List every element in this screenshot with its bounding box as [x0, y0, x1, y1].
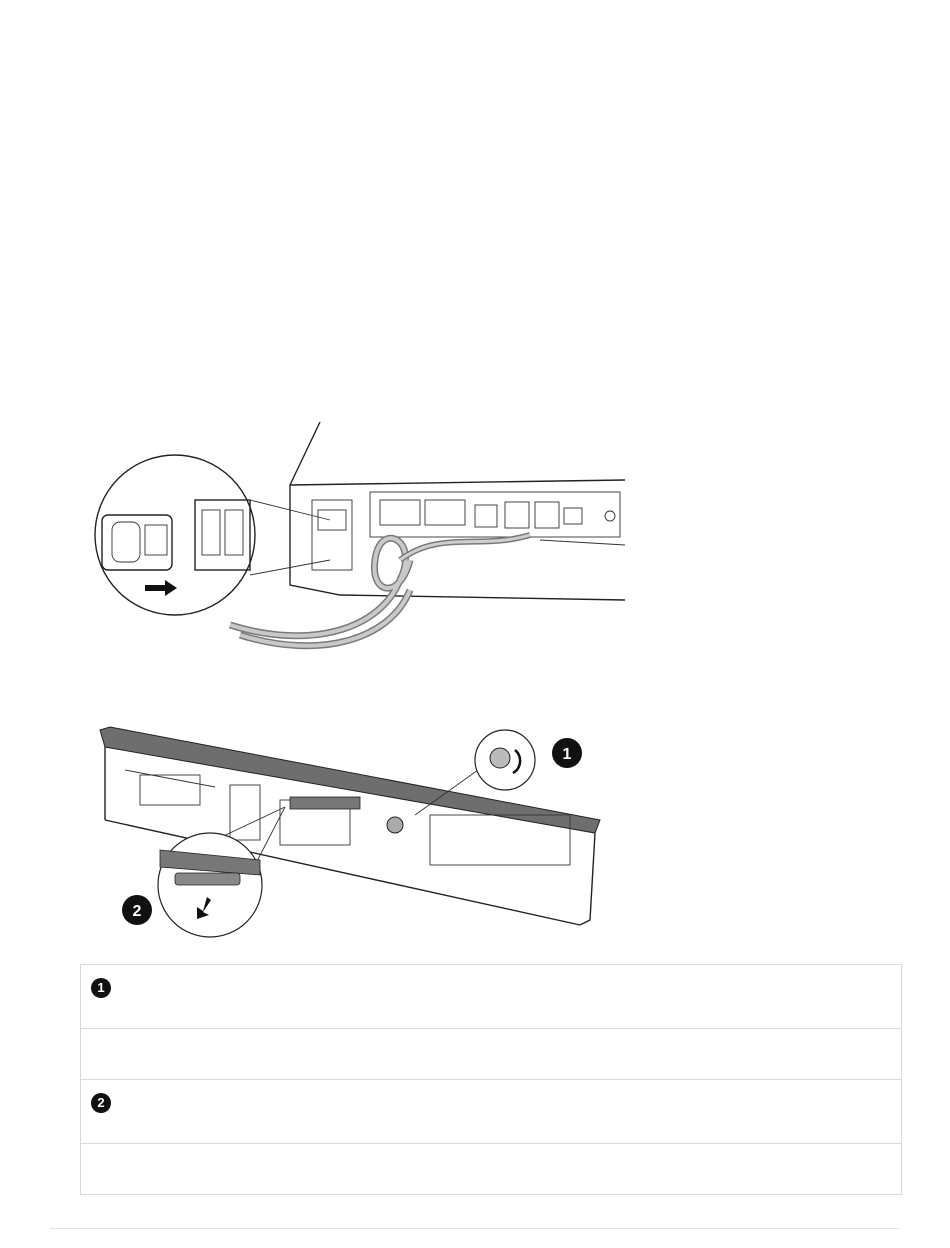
footer-divider: [50, 1228, 900, 1229]
callout-1-marker: [552, 738, 582, 768]
svg-text:2: 2: [132, 903, 142, 920]
svg-text:1: 1: [562, 746, 572, 763]
callout-2-marker: [122, 895, 152, 925]
cable-connector-illustration: [80, 410, 640, 670]
callout-legend-table: [80, 964, 902, 1195]
chassis-rear: [290, 422, 625, 600]
bezel-illustration: [85, 715, 625, 945]
table-row: [81, 1144, 902, 1195]
callout-1-badge: 1: [91, 978, 111, 998]
table-row: [81, 965, 902, 1029]
power-cables: [230, 535, 530, 646]
latch-zoom-detail: [158, 807, 285, 937]
table-row: [81, 1080, 902, 1144]
table-row: [81, 1029, 902, 1080]
connector-zoom-detail: [95, 455, 255, 615]
callout-2-badge: 2: [91, 1093, 111, 1113]
